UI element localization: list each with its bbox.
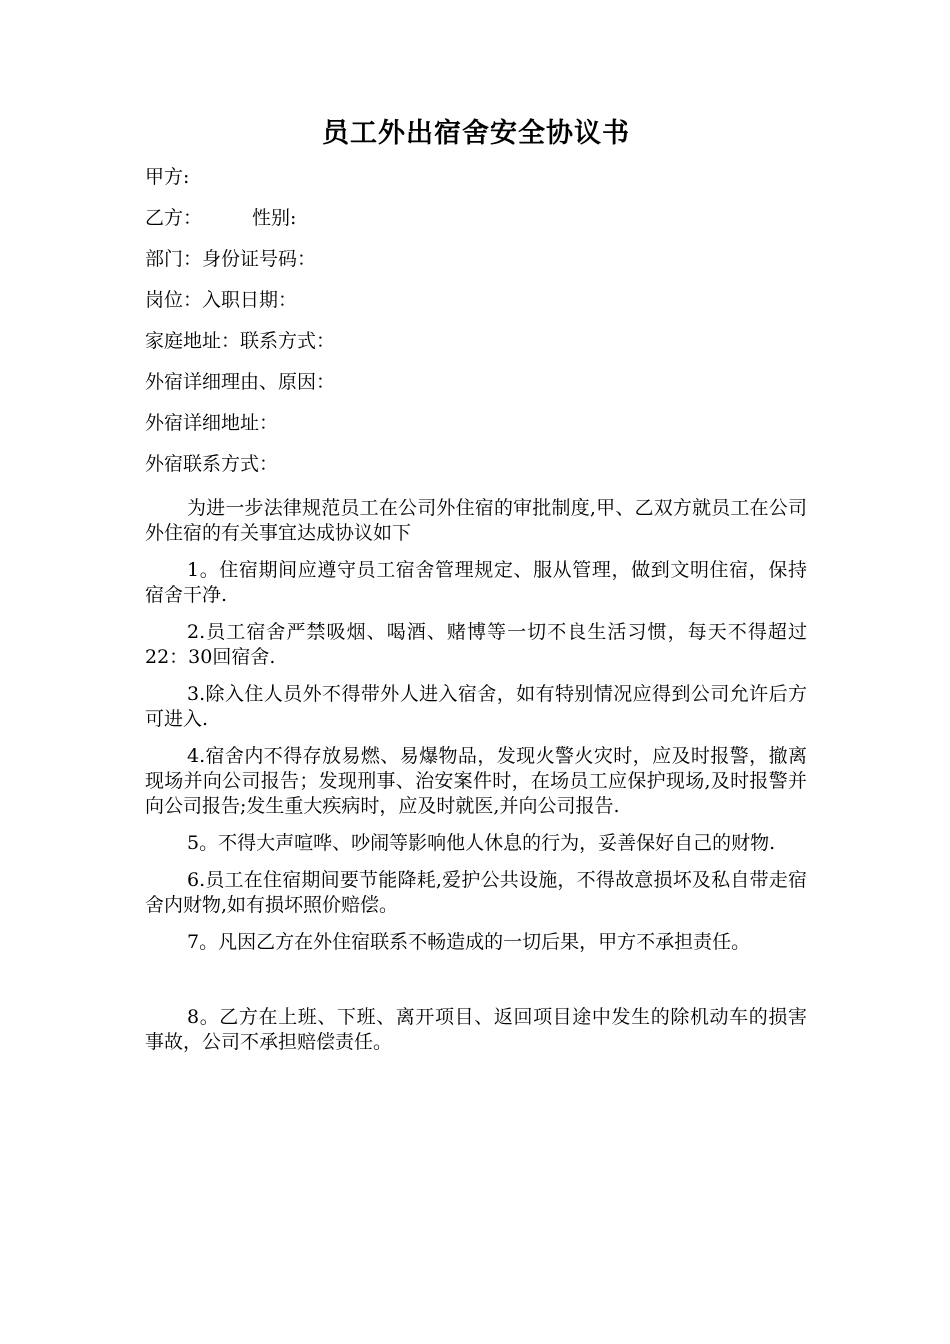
address-field: 外宿详细地址： (145, 412, 279, 434)
reason-field: 外宿详细理由、原因： (145, 371, 336, 393)
position-field: 岗位：入职日期： (145, 289, 298, 311)
clause-8: 8。乙方在上班、下班、离开项目、返回项目途中发生的除机动车的损害事故，公司不承担赔偿责任。 (145, 1006, 807, 1053)
contact-field: 外宿联系方式： (145, 453, 279, 475)
clause-1: 1。住宿期间应遵守员工宿舍管理规定、服从管理，做到文明住宿，保持宿舍干净. (145, 559, 807, 606)
clause-4: 4.宿舍内不得存放易燃、易爆物品，发现火警火灾时，应及时报警，撤离现场并向公司报告；发现刑事、治安案件时，在场员工应保护现场,及时报警并向公司报告;发生重大疾病时，应及时就医,并向公司报告. (145, 745, 807, 817)
party-b-line (145, 205, 807, 231)
clause-5: 5。不得大声喧哗、吵闹等影响他人休息的行为，妥善保好自己的财物. (187, 832, 776, 854)
department-field: 部门：身份证号码： (145, 248, 317, 270)
clause-6: 6.员工在住宿期间要节能降耗,爱护公共设施，不得故意损坏及私自带走宿舍内财物,如有损坏照价赔偿。 (145, 869, 807, 916)
document-page (145, 118, 807, 1067)
clause-7: 7。凡因乙方在外住宿联系不畅造成的一切后果，甲方不承担责任。 (187, 931, 751, 953)
clause-2: 2.员工宿舍严禁吸烟、喝酒、赌博等一切不良生活习惯，每天不得超过22：30回宿舍. (145, 621, 807, 668)
intro-paragraph: 为进一步法律规范员工在公司外住宿的审批制度,甲、乙双方就员工在公司外住宿的有关事宜达成协议如下 (145, 497, 807, 544)
blank-space (145, 967, 807, 1005)
home-address-field: 家庭地址：联系方式： (145, 330, 336, 352)
party-a-field: 甲方: (145, 166, 190, 188)
party-b-field: 乙方： (145, 207, 203, 229)
document-title: 员工外出宿舍安全协议书 (322, 118, 630, 149)
gender-field: 性别: (252, 207, 297, 229)
clause-3: 3.除入住人员外不得带外人进入宿舍，如有特别情况应得到公司允许后方可进入. (145, 683, 807, 730)
